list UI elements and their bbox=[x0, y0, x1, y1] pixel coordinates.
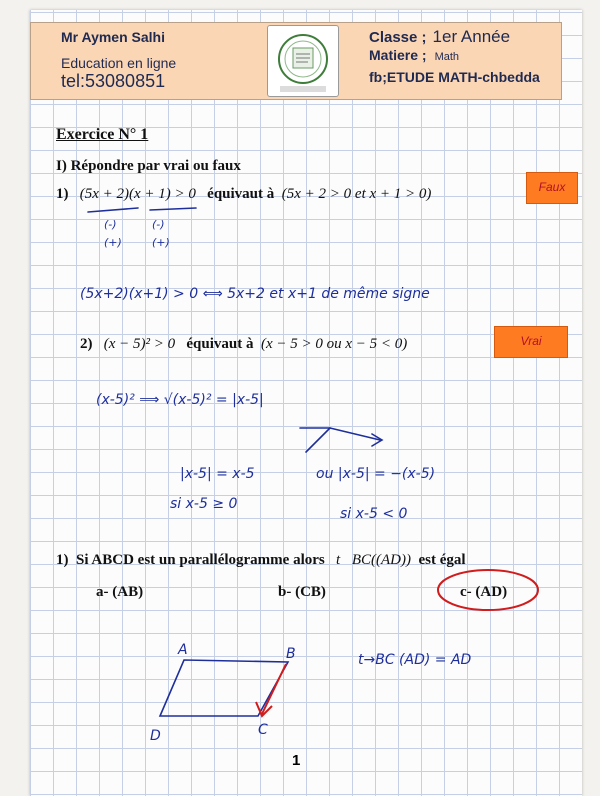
q2-answer-tag: Vrai bbox=[494, 326, 568, 358]
hw-q1-note: (5x+2)(x+1) > 0 ⟺ 5x+2 et x+1 de même signe bbox=[80, 286, 430, 302]
hw-label-d: D bbox=[150, 728, 161, 744]
option-b: b- (CB) bbox=[278, 584, 326, 600]
q3-translation: t⃗BC((AD)) bbox=[336, 552, 411, 568]
hw-label-a: A bbox=[178, 642, 188, 658]
hw-sign-1: (-) bbox=[104, 218, 117, 231]
classe-label: Classe ; bbox=[369, 29, 427, 46]
q2-expression-right: (x − 5 > 0 ou x − 5 < 0) bbox=[261, 336, 408, 352]
q1-number: 1) bbox=[56, 186, 69, 202]
q3-number: 1) bbox=[56, 552, 69, 568]
hw-q2-case2b: si x-5 < 0 bbox=[340, 506, 408, 522]
q1-answer-tag: Faux bbox=[526, 172, 578, 204]
hw-q2-case2: ou |x-5| = −(x-5) bbox=[316, 466, 436, 482]
exercise-title: Exercice N° 1 bbox=[56, 126, 149, 143]
q1-equivaut: équivaut à bbox=[207, 186, 275, 202]
q3-end: est égal bbox=[418, 552, 466, 568]
hw-q2-line1: (x-5)² ⟹ √(x-5)² = |x-5| bbox=[96, 392, 264, 408]
hw-label-c: C bbox=[258, 722, 268, 738]
hw-q2-case1: |x-5| = x-5 bbox=[180, 466, 255, 482]
hw-sign-3: (-) bbox=[152, 218, 165, 231]
hw-sign-4: (+) bbox=[152, 236, 170, 249]
teacher-name: Mr Aymen Salhi bbox=[61, 29, 165, 45]
option-a: a- (AB) bbox=[96, 584, 144, 600]
facebook-page: fb;ETUDE MATH-chbedda bbox=[369, 69, 540, 85]
hw-q3-note: t→BC (AD) = AD bbox=[358, 652, 472, 668]
section-heading: I) Répondre par vrai ou faux bbox=[56, 158, 241, 174]
hw-label-b: B bbox=[286, 646, 296, 662]
matiere-value: Math bbox=[434, 51, 460, 63]
q1-expression-right: (5x + 2 > 0 et x + 1 > 0) bbox=[281, 186, 432, 202]
q2-equivaut: équivaut à bbox=[186, 336, 254, 352]
matiere-label: Matiere ; bbox=[369, 47, 427, 63]
classe-value: 1er Année bbox=[432, 27, 511, 46]
q2-number: 2) bbox=[80, 336, 93, 352]
q3-text: Si ABCD est un parallélogramme alors bbox=[76, 552, 325, 568]
education-label: Education en ligne bbox=[61, 55, 177, 71]
q2-expression-left: (x − 5)² > 0 bbox=[103, 336, 176, 352]
hw-sign-2: (+) bbox=[104, 236, 122, 249]
hw-q2-case1b: si x-5 ≥ 0 bbox=[170, 496, 238, 512]
q1-expression-left: (5x + 2)(x + 1) > 0 bbox=[79, 186, 196, 202]
page-number: 1 bbox=[292, 752, 301, 769]
telephone: tel:53080851 bbox=[61, 71, 166, 91]
option-c: c- (AD) bbox=[460, 584, 508, 600]
